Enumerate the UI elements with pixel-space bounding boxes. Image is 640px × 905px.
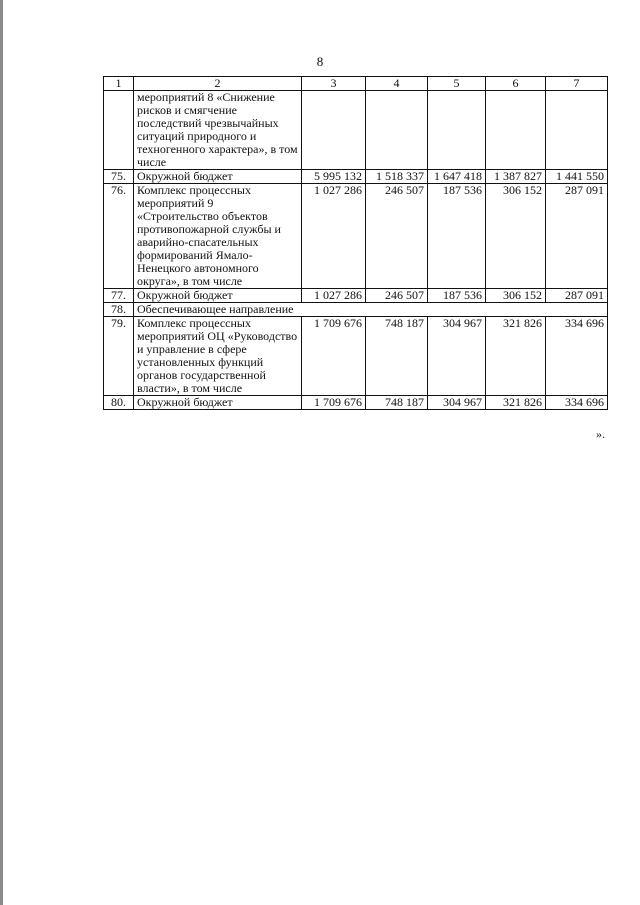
row-name: Комплекс процессных мероприятий ОЦ «Руководство и управление в сфере установленных функций органов государственной власти», в том числе xyxy=(134,317,302,396)
row-value-col4: 748 187 xyxy=(366,396,428,410)
row-value-col3 xyxy=(302,91,366,170)
table-row xyxy=(104,289,608,303)
row-value-col3: 1 709 676 xyxy=(302,317,366,396)
row-value-col6: 1 387 827 xyxy=(486,170,546,184)
row-number: 78. xyxy=(104,303,134,317)
row-value-col6: 306 152 xyxy=(486,289,546,303)
table-section-row xyxy=(104,303,608,317)
row-value-col4 xyxy=(366,91,428,170)
row-value-col7: 334 696 xyxy=(546,317,608,396)
row-number: 76. xyxy=(104,184,134,289)
row-value-col4: 1 518 337 xyxy=(366,170,428,184)
table-row xyxy=(104,91,608,170)
row-value-col5: 187 536 xyxy=(428,184,486,289)
row-name: Комплекс процессных мероприятий 9 «Строительство объектов противопожарной службы и аварийно-спасательных формирований Ямало-Ненецкого автономного округа», в том числе xyxy=(134,184,302,289)
scan-left-edge xyxy=(0,0,3,905)
row-value-col3: 1 027 286 xyxy=(302,289,366,303)
closing-quote-mark: ». xyxy=(596,427,605,441)
table-row xyxy=(104,396,608,410)
row-value-col5: 1 647 418 xyxy=(428,170,486,184)
row-value-col5 xyxy=(428,91,486,170)
row-number: 75. xyxy=(104,170,134,184)
header-cell: 7 xyxy=(546,77,608,91)
row-value-col5: 304 967 xyxy=(428,317,486,396)
row-number: 80. xyxy=(104,396,134,410)
row-value-col6: 306 152 xyxy=(486,184,546,289)
table-header-row xyxy=(104,77,608,91)
header-cell: 2 xyxy=(134,77,302,91)
row-value-col6: 321 826 xyxy=(486,317,546,396)
row-value-col4: 246 507 xyxy=(366,289,428,303)
header-cell: 3 xyxy=(302,77,366,91)
header-cell: 1 xyxy=(104,77,134,91)
row-name: Окружной бюджет xyxy=(134,170,302,184)
row-value-col5: 304 967 xyxy=(428,396,486,410)
row-number: 77. xyxy=(104,289,134,303)
row-name: Окружной бюджет xyxy=(134,289,302,303)
row-value-col3: 5 995 132 xyxy=(302,170,366,184)
row-value-col7: 287 091 xyxy=(546,184,608,289)
row-value-col7 xyxy=(546,91,608,170)
row-name: Окружной бюджет xyxy=(134,396,302,410)
row-value-col7: 1 441 550 xyxy=(546,170,608,184)
row-value-col6 xyxy=(486,91,546,170)
table-row xyxy=(104,170,608,184)
row-value-col3: 1 027 286 xyxy=(302,184,366,289)
page-number: 8 xyxy=(316,54,324,69)
row-value-col7: 334 696 xyxy=(546,396,608,410)
header-cell: 4 xyxy=(366,77,428,91)
section-title: Обеспечивающее направление xyxy=(134,303,608,317)
table-row xyxy=(104,317,608,396)
row-value-col4: 748 187 xyxy=(366,317,428,396)
table-row xyxy=(104,184,608,289)
row-value-col5: 187 536 xyxy=(428,289,486,303)
row-value-col3: 1 709 676 xyxy=(302,396,366,410)
row-number: 79. xyxy=(104,317,134,396)
budget-table xyxy=(103,76,608,410)
header-cell: 6 xyxy=(486,77,546,91)
row-value-col7: 287 091 xyxy=(546,289,608,303)
row-name: мероприятий 8 «Снижение рисков и смягчение последствий чрезвычайных ситуаций природного и техногенного характера», в том числе xyxy=(134,91,302,170)
row-number xyxy=(104,91,134,170)
row-value-col6: 321 826 xyxy=(486,396,546,410)
header-cell: 5 xyxy=(428,77,486,91)
row-value-col4: 246 507 xyxy=(366,184,428,289)
